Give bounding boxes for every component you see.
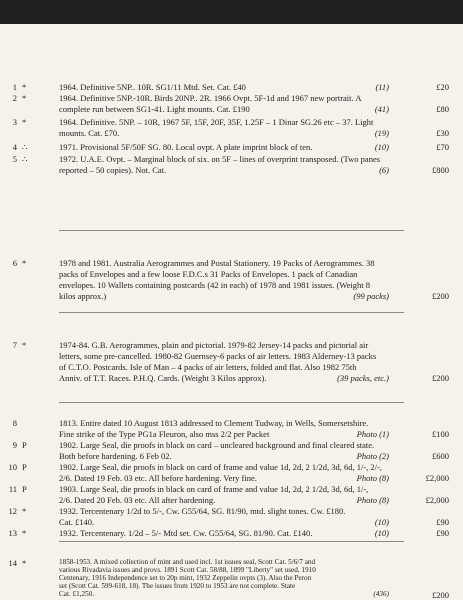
lot-description bbox=[59, 82, 389, 93]
lot-number: 6 bbox=[12, 258, 17, 268]
lot-description bbox=[59, 440, 389, 462]
lot-description-line: 1902. Large Seal, die proofs in black on card – uncleared background and final cleared state. bbox=[59, 440, 375, 450]
divider bbox=[59, 402, 404, 403]
lot-description-line bbox=[59, 373, 389, 384]
lot-number: 9 bbox=[12, 440, 17, 450]
condition-symbol: ∴ bbox=[22, 154, 28, 164]
lot-quantity: (6) bbox=[379, 165, 389, 175]
lot-description-line bbox=[59, 291, 389, 302]
lot-description-line: envelopes. 10 Wallets containing postcards (42 in each) of 1978 and 1981 issues. (Weight 8 bbox=[59, 280, 371, 290]
lot-number: 5 bbox=[12, 154, 17, 164]
lot-quantity: (19) bbox=[374, 128, 389, 138]
condition-symbol: P bbox=[22, 462, 27, 472]
lot-description-text: Cat. £1,250. bbox=[59, 590, 95, 598]
lot-description-line: 1964. Definitive. 5NP. – 10R, 1967 5F, 15F, 20F, 35F, 1.25F – 1 Dinar SG.26 etc – 37. Light bbox=[59, 117, 374, 127]
lot-estimate: £800 bbox=[432, 165, 449, 175]
lot-description-text: Both before hardening. 6 Feb 02. bbox=[59, 451, 172, 461]
lot-description-line bbox=[59, 429, 389, 440]
lot-description-text: Fine strike of the Type PG1a Fleuron, also mss 2/2 per Packet bbox=[59, 429, 270, 439]
condition-symbol: * bbox=[22, 93, 27, 103]
lot-number: 14 bbox=[8, 558, 17, 568]
lot-description-text: 1932. Tercentenary. 1/2d – 5/- Mtd set. Cw. G55/64, SG. 81/90. Cat. £140. bbox=[59, 528, 313, 538]
lot-estimate: £20 bbox=[436, 82, 449, 92]
lot-description-line: 1932. Tercentenary 1/2d to 5/-, Cw. G55/64, SG. 81/90, mtd. slight tones. Cw. £180. bbox=[59, 506, 346, 516]
lot-estimate: £200 bbox=[432, 590, 449, 600]
lot-description-text: 2/6. Dated 19 Feb. 03 etc. All before hardening. Very fine. bbox=[59, 473, 257, 483]
lot-estimate: £70 bbox=[436, 142, 449, 152]
lot-description-text: 2/6. Dated 20 Feb. 03 etc. All after hardening. bbox=[59, 495, 216, 505]
lot-estimate: £200 bbox=[432, 373, 449, 383]
lot-description bbox=[59, 418, 389, 440]
lot-estimate: £90 bbox=[436, 517, 449, 527]
lot-description-text: kilos approx.) bbox=[59, 291, 107, 301]
lot-description bbox=[59, 462, 389, 484]
lot-estimate: £100 bbox=[432, 429, 449, 439]
lot-estimate: £2,000 bbox=[425, 495, 449, 505]
lot-number: 12 bbox=[8, 506, 17, 516]
lot-description-line: 1974-84. G.B. Aerogrammes, plain and pictorial. 1979-82 Jersey-14 packs and pictorial air bbox=[59, 340, 369, 350]
lot-description-line: letters, some pre-cancelled. 1980-82 Guernsey-6 packs of air letters. 1983 Alderney-13 packs bbox=[59, 351, 377, 361]
lot-description-line bbox=[59, 473, 389, 484]
lot-quantity: (10) bbox=[374, 142, 389, 152]
lot-description bbox=[59, 484, 389, 506]
lot-description-line: 1813. Entire dated 10 August 1813 addressed to Clement Tudway, in Wells, Somersetshire. bbox=[59, 418, 369, 428]
lot-estimate: £200 bbox=[432, 291, 449, 301]
condition-symbol: P bbox=[22, 484, 27, 494]
lot-estimate: £2,000 bbox=[425, 473, 449, 483]
lot-description-text: reported – 50 copies). Not. Cat. bbox=[59, 165, 167, 175]
lot-description bbox=[59, 154, 389, 176]
lot-number: 4 bbox=[12, 142, 17, 152]
lot-description-line: 1964. Definitive 5NP.-10R. Birds 20NP.. 2R. 1966 Ovpt. 5F-1d and 1967 new portrait. A bbox=[59, 93, 362, 103]
lot-description-line: 1903. Large Seal, die proofs in black on card of frame and value 1d, 2d, 2 1/2d, 3d, 6d, 1/-, bbox=[59, 484, 369, 494]
lot-description-line bbox=[59, 528, 389, 539]
lot-description-line bbox=[59, 517, 389, 528]
lot-description-line bbox=[59, 451, 389, 462]
lot-description-text: Anniv. of T.T. Races. P.H.Q. Cards. (Weight 3 Kilos approx). bbox=[59, 373, 267, 383]
lot-quantity: (10) bbox=[374, 528, 389, 538]
lot-description bbox=[59, 117, 389, 139]
lot-description-line bbox=[59, 590, 389, 598]
lot-description-text: mounts. Cat. £70. bbox=[59, 128, 120, 138]
lot-description-line: 1902. Large Seal, die proofs in black on card of frame and value 1d, 2d, 2 1/2d, 3d, 6d, 1/-, 2/-, bbox=[59, 462, 382, 472]
lot-description-text: 1964. Definitive 5NP.. 10R. SG1/11 Mtd. Set. Cat. £40 bbox=[59, 82, 246, 92]
divider bbox=[59, 541, 404, 542]
lot-description bbox=[59, 528, 389, 539]
lot-description bbox=[59, 558, 389, 598]
condition-symbol: * bbox=[22, 82, 27, 92]
lot-description-text: Cat. £140. bbox=[59, 517, 95, 527]
lot-number: 8 bbox=[12, 418, 17, 428]
divider bbox=[59, 230, 404, 231]
condition-symbol: * bbox=[22, 506, 27, 516]
condition-symbol: * bbox=[22, 340, 27, 350]
lot-description bbox=[59, 258, 389, 302]
lot-description-line bbox=[59, 495, 389, 506]
lot-quantity: (436) bbox=[373, 590, 389, 598]
lot-number: 13 bbox=[8, 528, 17, 538]
lot-quantity: (39 packs, etc.) bbox=[337, 373, 389, 383]
lot-description-line: 1972. U.A.E. Ovpt. – Marginal block of six. on 5F – lines of overprint transposed. (Two panes bbox=[59, 154, 381, 164]
condition-symbol: P bbox=[22, 440, 27, 450]
lot-description-text: complete run between SG1-41. Light mounts. Cat. £190 bbox=[59, 104, 250, 114]
lot-number: 2 bbox=[12, 93, 17, 103]
lot-estimate: £600 bbox=[432, 451, 449, 461]
lot-number: 10 bbox=[8, 462, 17, 472]
lot-description-line bbox=[59, 128, 389, 139]
lot-number: 3 bbox=[12, 117, 17, 127]
lot-description bbox=[59, 93, 389, 115]
condition-symbol: * bbox=[22, 528, 27, 538]
lot-quantity: Photo (8) bbox=[356, 473, 389, 483]
lot-quantity: Photo (1) bbox=[356, 429, 389, 439]
lot-quantity: (11) bbox=[375, 82, 389, 92]
lot-description-line: 1858-1953. A mixed collection of mint and used incl. 1st issues seal, Scott Cat. 5/6/7 and bbox=[59, 558, 316, 566]
divider bbox=[59, 312, 404, 313]
lot-description-line bbox=[59, 165, 389, 176]
lot-description-line: of C.T.O. Postcards. Isle of Man – 4 packs of air letters, folded and flat. Also 1982 75th bbox=[59, 362, 357, 372]
lot-number: 1 bbox=[12, 82, 17, 92]
lot-description-line: 1978 and 1981. Australia Aerogrammes and Postal Stationery. 19 Packs of Aerogrammes. 38 bbox=[59, 258, 375, 268]
lot-description-line: various Rivadavia issues and provs. 1891 Scott Cat. 58/88, 1899 "Liberty" set used, 1910 bbox=[59, 566, 316, 574]
lot-description-text: 1971. Provisional 5F/50F SG. 80. Local ovpt. A plate imprint block of ten. bbox=[59, 142, 313, 152]
condition-symbol: * bbox=[22, 258, 27, 268]
condition-symbol: * bbox=[22, 558, 27, 568]
lot-quantity: Photo (8) bbox=[356, 495, 389, 505]
condition-symbol: * bbox=[22, 117, 27, 127]
lot-description-line bbox=[59, 142, 389, 153]
lot-description bbox=[59, 506, 389, 528]
lot-description bbox=[59, 340, 389, 384]
lot-description-line bbox=[59, 82, 389, 93]
lot-quantity: (41) bbox=[374, 104, 389, 114]
lot-description-line: Centenary, 1916 Independence set to 20p mint, 1932 Zeppelin ovpts (3). Also the Peron bbox=[59, 574, 312, 582]
lot-description-line: set (Scott Cat. 599-618, 18). The issues from 1920 to 1953 are not complete. State bbox=[59, 582, 296, 590]
lot-number: 11 bbox=[8, 484, 17, 494]
lot-number: 7 bbox=[12, 340, 17, 350]
lot-description-line: packs of Envelopes and a few loose F.D.C.s 31 Packs of Envelopes. 1 pack of Canadian bbox=[59, 269, 358, 279]
lot-quantity: Photo (2) bbox=[356, 451, 389, 461]
lot-estimate: £80 bbox=[436, 104, 449, 114]
lot-quantity: (10) bbox=[374, 517, 389, 527]
lot-description-line bbox=[59, 104, 389, 115]
lot-quantity: (99 packs) bbox=[353, 291, 389, 301]
header-bar bbox=[0, 0, 463, 24]
condition-symbol: ∴ bbox=[22, 142, 28, 152]
lot-description bbox=[59, 142, 389, 153]
lot-estimate: £30 bbox=[436, 128, 449, 138]
lot-estimate: £90 bbox=[436, 528, 449, 538]
